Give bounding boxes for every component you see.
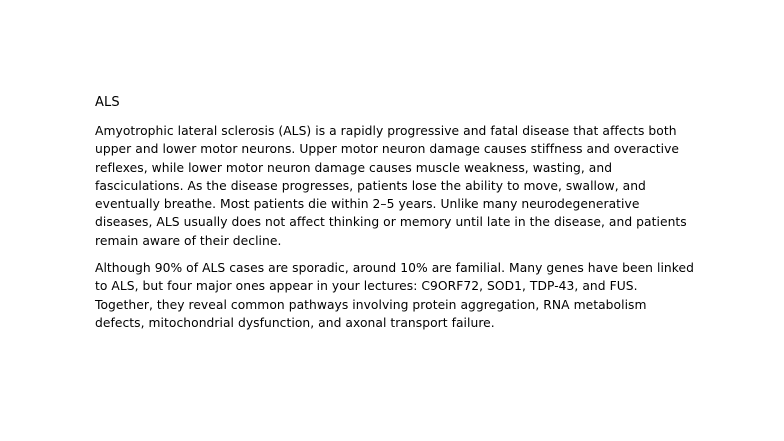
slide-content [95,94,695,341]
paragraph-als-overview: Amyotrophic lateral sclerosis (ALS) is a rapidly progressive and fatal disease that affects both upper and lower motor neurons. Upper motor neuron damage causes stiffness and overactive reflexes, while lower motor neuron damage causes muscle weakness, wasting, and fasciculations. As the disease progresses, patients lose the ability to move, swallow, and eventually breathe. Most patients die within 2–5 years. Unlike many neurodegenerative diseases, ALS usually does not affect thinking or memory until late in the disease, and patients remain aware of their decline. [95,124,687,248]
slide-title: ALS [95,95,120,110]
paragraph-als-genetics: Although 90% of ALS cases are sporadic, around 10% are familial. Many genes have been linked to ALS, but four major ones appear in your lectures: C9ORF72, SOD1, TDP-43, and FUS. Together, they reveal common pathways involving protein aggregation, RNA metabolism defects, mitochondrial dysfunction, and axonal transport failure. [95,261,694,330]
